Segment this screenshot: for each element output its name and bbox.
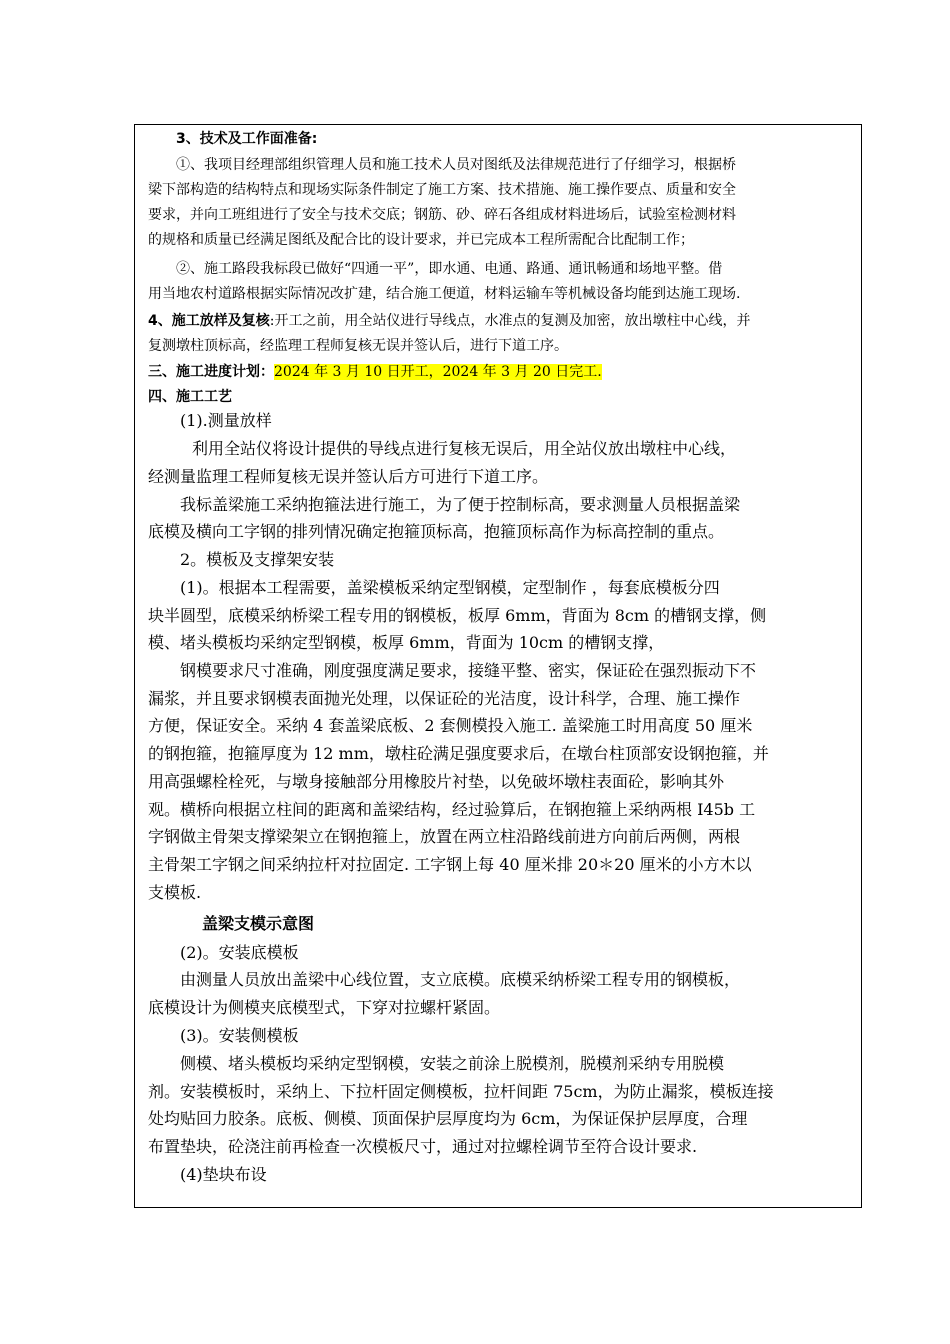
side-form-line-3: 处均贴回力胶条。底板、侧模、顶面保护层厚度均为 6cm，为保证保护层厚度，合理 (148, 1109, 748, 1128)
craft-heading: 四、施工工艺 (148, 389, 232, 405)
formwork-p2-line-1: 钢模要求尺寸准确，刚度强度满足要求，接缝平整、密实，保证砼在强烈振动下不 (180, 661, 757, 680)
formwork-title: 2。模板及支撑架安装 (180, 550, 335, 569)
schedule-line (148, 361, 602, 381)
survey-title: (1).测量放样 (180, 411, 272, 430)
sec3-p2-line-2: 用当地农村道路根据实际情况改扩建，结合施工便道，材料运输车等机械设备均能到达施工现场. (148, 286, 741, 302)
section-3-heading: 3、技术及工作面准备: (176, 131, 318, 147)
formwork-p2-line-8: 主骨架工字钢之间采纳拉杆对拉固定. 工字钢上每 40 厘米排 20＊20 厘米的小方木以 (148, 855, 752, 874)
sec3-p1-line-3: 要求，并向工班组进行了安全与技术交底；钢筋、砂、碎石各组成材料进场后，试验室检测材料 (148, 207, 736, 223)
formwork-p1-line-2: 块半圆型，底模采纳桥梁工程专用的钢模板，板厚 6mm，背面为 8cm 的槽钢支撑，侧 (148, 606, 767, 625)
formwork-p1-line-1: (1)。根据本工程需要，盖梁模板采纳定型钢模，定型制作 ，每套底模板分四 (180, 578, 720, 597)
survey-p2-line-2: 底模及横向工字钢的排列情况确定抱箍顶标高，抱箍顶标高作为标高控制的重点。 (148, 522, 725, 541)
side-form-line-1: 侧模、堵头模板均采纳定型钢模，安装之前涂上脱模剂，脱模剂采纳专用脱模 (180, 1054, 725, 1073)
schedule-value: 2024 年 3 月 10 日开工，2024 年 3 月 20 日完工. (274, 364, 602, 380)
diagram-title: 盖梁支模示意图 (202, 914, 315, 933)
bottom-form-line-2: 底模设计为侧模夹底模型式，下穿对拉螺杆紧固。 (148, 998, 501, 1017)
sec3-p1-line-4: 的规格和质量已经满足图纸及配合比的设计要求，并已完成本工程所需配合比配制工作； (148, 232, 694, 248)
section-4-heading: 4、施工放样及复核 (148, 313, 270, 329)
bottom-form-title: (2)。安装底模板 (180, 943, 299, 962)
formwork-p2-line-7: 字钢做主骨架支撑梁架立在钢抱箍上，放置在两立柱沿路线前进方向前后两侧，两根 (148, 827, 741, 846)
sec3-p1-line-1: ①、我项目经理部组织管理人员和施工技术人员对图纸及法律规范进行了仔细学习，根据桥 (176, 157, 736, 173)
formwork-p2-line-6: 观。横桥向根据立柱间的距离和盖梁结构，经过验算后，在钢抱箍上采纳两根 I45b 工 (148, 800, 756, 819)
formwork-p2-line-9: 支模板. (148, 883, 202, 902)
formwork-p2-line-4: 的钢抱箍，抱箍厚度为 12 mm，墩柱砼满足强度要求后，在墩台柱顶部安设钢抱箍，并 (148, 744, 769, 763)
side-form-line-2: 剂。安装模板时，采纳上、下拉杆固定侧模板，拉杆间距 75cm，为防止漏浆，模板连接 (148, 1082, 774, 1101)
sec4-line-2: 复测墩柱顶标高，经监理工程师复核无误并签认后，进行下道工序。 (148, 338, 568, 354)
sec3-p2-line-1: ②、施工路段我标段已做好“四通一平”，即水通、电通、路通、通讯畅通和场地平整。借 (176, 261, 723, 277)
formwork-p2-line-2: 漏浆，并且要求钢模表面抛光处理，以保证砼的光洁度，设计科学，合理、施工操作 (148, 689, 741, 708)
bottom-form-line-1: 由测量人员放出盖梁中心线位置，支立底模。底模采纳桥梁工程专用的钢模板， (180, 970, 741, 989)
formwork-p2-line-5: 用高强螺栓栓死，与墩身接触部分用橡胶片衬垫，以免破坏墩柱表面砼，影响其外 (148, 772, 725, 791)
side-form-line-4: 布置垫块，砼浇注前再检查一次模板尺寸，通过对拉螺栓调节至符合设计要求. (148, 1137, 698, 1156)
survey-p1-line-2: 经测量监理工程师复核无误并签认后方可进行下道工序。 (148, 467, 549, 486)
survey-p2-line-1: 我标盖梁施工采纳抱箍法进行施工，为了便于控制标高，要求测量人员根据盖梁 (180, 495, 741, 514)
formwork-p1-line-3: 模、堵头模板均采纳定型钢模，板厚 6mm，背面为 10cm 的槽钢支撑， (148, 633, 665, 652)
formwork-p2-line-3: 方便，保证安全。采纳 4 套盖梁底板、2 套侧模投入施工. 盖梁施工时用高度 50 厘米 (148, 716, 753, 735)
pad-title: (4)垫块布设 (180, 1165, 267, 1184)
survey-p1-line-1: 利用全站仪将设计提供的导线点进行复核无误后，用全站仪放出墩柱中心线， (192, 439, 737, 458)
side-form-title: (3)。安装侧模板 (180, 1026, 299, 1045)
sec3-p1-line-2: 梁下部构造的结构特点和现场实际条件制定了施工方案、技术措施、施工操作要点、质量和安全 (148, 182, 736, 198)
schedule-heading: 三、施工进度计划： (148, 364, 274, 380)
sec4-line-1: 4、施工放样及复核:开工之前，用全站仪进行导线点，水准点的复测及加密，放出墩柱中心线，并 (148, 313, 751, 329)
